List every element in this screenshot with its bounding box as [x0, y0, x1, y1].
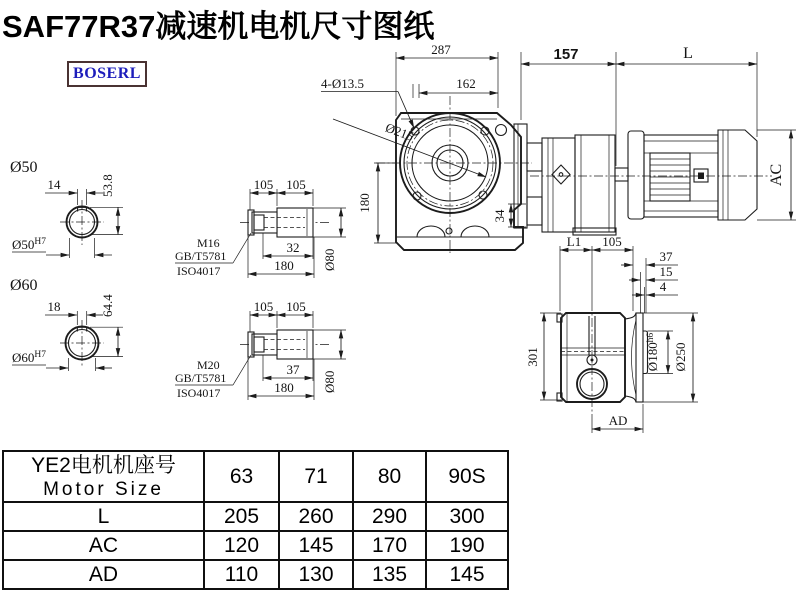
m20-seg2-label: 105: [286, 299, 306, 314]
dim-301-label: 301: [525, 347, 540, 367]
dim-287-label: 287: [431, 42, 451, 57]
gearbox-bottom-view: [525, 234, 698, 433]
shaft60-bore-label: $Ø60^{H7}$: [12, 350, 47, 365]
table-size-71: 71: [279, 451, 353, 502]
shaft-section-50: [10, 159, 123, 258]
dim-L1-label: L1: [566, 234, 582, 249]
table-row-L: [3, 502, 508, 531]
m16-total-label: 180: [274, 258, 294, 273]
m16-thread-label: M16: [197, 236, 220, 250]
table-size-80: 80: [353, 451, 426, 502]
m16-threadlen-label: 32: [286, 240, 300, 255]
table-size-63: 63: [204, 451, 279, 502]
page-title: SAF77R37减速机电机尺寸图纸: [2, 9, 435, 44]
shaft60-keywidth-label: 18: [47, 299, 61, 314]
shaft60-keydepth-label: 64.4: [100, 294, 115, 317]
m20-total-label: 180: [274, 380, 294, 395]
flange-dia-label: Ø215: [383, 119, 416, 144]
dim-157-label: 157: [553, 46, 579, 63]
brand-logo: BOSERL: [67, 61, 147, 87]
gearbox-side-view: [376, 96, 772, 253]
row-AC-v0: 120: [204, 531, 279, 560]
m16-std2-label: ISO4017: [177, 264, 221, 278]
dim-AC-label: AC: [768, 163, 785, 187]
bolt-holes-label: 4-Ø13.5: [321, 76, 364, 91]
dim-180-label: 180: [357, 193, 372, 213]
side-view-dimensions: [321, 42, 796, 243]
row-L-v3: 300: [426, 502, 508, 531]
m20-thread-label: M20: [197, 358, 220, 372]
dim-105-label: 105: [602, 234, 622, 249]
row-L-v2: 290: [353, 502, 426, 531]
table-header-motor-size: [3, 451, 204, 502]
shaft50-title: Ø50: [10, 159, 38, 176]
dim-4-label: 4: [659, 279, 667, 294]
flange-dia250-label: Ø250: [673, 342, 688, 372]
row-AC-v2: 170: [353, 531, 426, 560]
spigot-dia-label: $Ø180^{h6}$: [645, 332, 660, 372]
row-AC-v1: 145: [279, 531, 353, 560]
shaft50-bore-label: $Ø50^{H7}$: [12, 237, 47, 252]
dim-L-label: L: [683, 45, 693, 62]
row-AC-v3: 190: [426, 531, 508, 560]
row-AD-v0: 110: [204, 560, 279, 589]
m20-seg1-label: 105: [253, 299, 274, 314]
row-L-v0: 205: [204, 502, 279, 531]
row-AD-label: AD: [3, 560, 204, 589]
motor-size-table: [2, 450, 509, 590]
m16-seg1-label: 105: [253, 177, 274, 192]
row-AD-v3: 145: [426, 560, 508, 589]
motor-side-view: [628, 130, 757, 220]
row-AD-v1: 130: [279, 560, 353, 589]
hollow-shaft-m20: [175, 299, 346, 400]
m16-seg2-label: 105: [286, 177, 306, 192]
dim-15-label: 15: [659, 264, 673, 279]
m16-std1-label: GB/T5781: [175, 249, 227, 263]
table-size-90s: 90S: [426, 451, 508, 502]
row-L-v1: 260: [279, 502, 353, 531]
dim-AD-label: AD: [608, 413, 628, 428]
row-AC-label: AC: [3, 531, 204, 560]
m16-dia-label: Ø80: [322, 248, 337, 271]
m20-threadlen-label: 37: [286, 362, 300, 377]
table-header-cn: YE2电机机座号: [31, 453, 176, 477]
dim-34-label: 34: [492, 209, 507, 223]
row-AD-v2: 135: [353, 560, 426, 589]
table-row-AD: [3, 560, 508, 589]
m20-std2-label: ISO4017: [177, 386, 221, 400]
shaft-section-60: [10, 277, 123, 371]
dim-37-label: 37: [659, 249, 673, 264]
shaft60-title: Ø60: [10, 277, 38, 294]
dim-162-label: 162: [456, 76, 476, 91]
shaft50-keywidth-label: 14: [47, 177, 61, 192]
m20-std1-label: GB/T5781: [175, 371, 227, 385]
hollow-shaft-m16: [175, 177, 346, 278]
m20-dia-label: Ø80: [322, 370, 337, 393]
table-row-AC: [3, 531, 508, 560]
shaft50-keydepth-label: 53.8: [100, 174, 115, 197]
table-header-en: Motor Size: [43, 478, 164, 500]
row-L-label: L: [3, 502, 204, 531]
